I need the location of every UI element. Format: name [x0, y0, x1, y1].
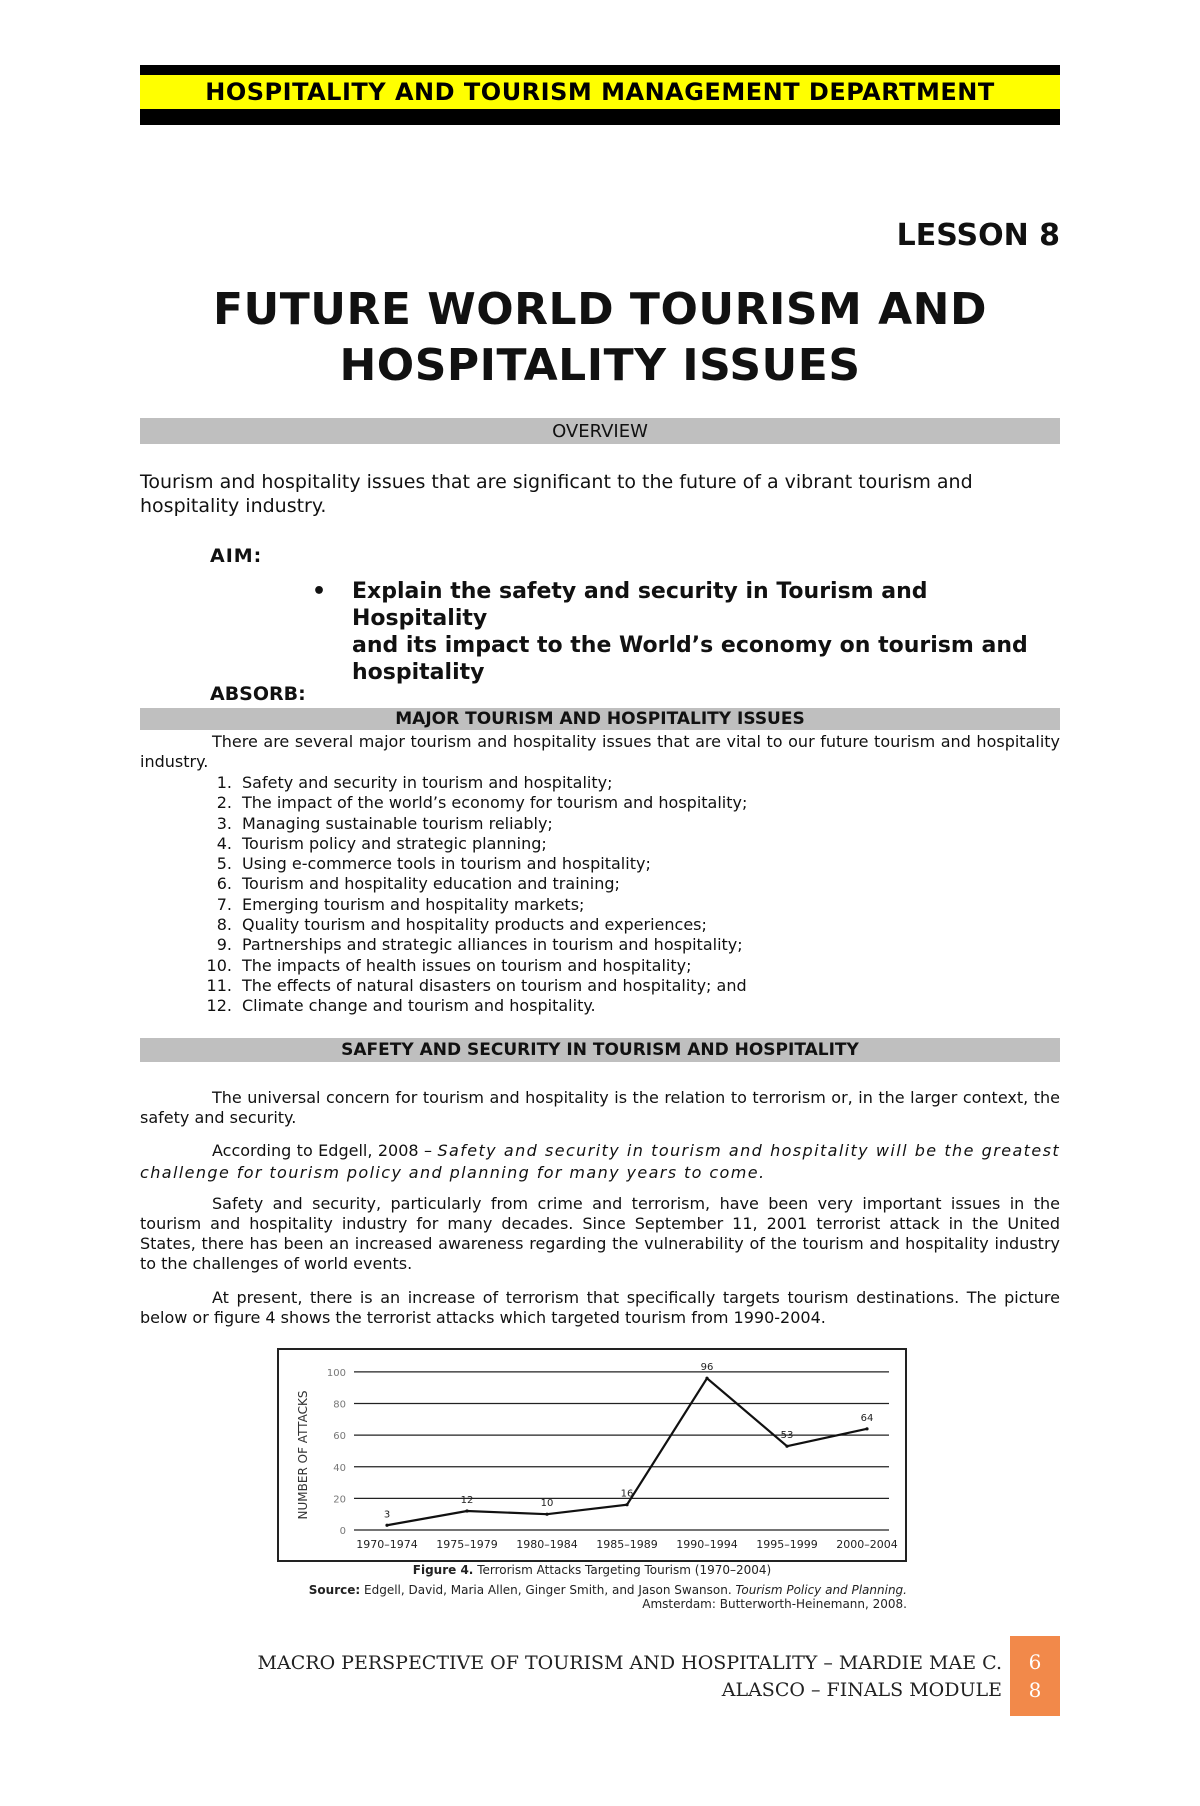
- list-item: [196, 874, 1056, 894]
- item-number: 1.: [216, 773, 232, 792]
- y-tick-label: 20: [333, 1494, 346, 1506]
- department-title: HOSPITALITY AND TOURISM MANAGEMENT DEPARTMENT: [140, 75, 1060, 109]
- attacks-line-chart: [279, 1350, 905, 1560]
- aim-bullet: [312, 578, 1052, 686]
- footer-line-2: ALASCO – FINALS MODULE: [721, 1679, 1002, 1701]
- page-title: [140, 282, 1060, 394]
- item-text: Managing sustainable tourism reliably;: [242, 813, 553, 833]
- list-item: [196, 976, 1056, 996]
- item-number: 10.: [206, 955, 232, 975]
- item-text: Quality tourism and hospitality products and experiences;: [242, 915, 707, 935]
- list-item: [196, 773, 1056, 793]
- list-item: [196, 895, 1056, 915]
- lesson-number: LESSON 8: [896, 218, 1060, 253]
- list-item: [196, 996, 1056, 1016]
- title-line-1: FUTURE WORLD TOURISM AND: [212, 284, 988, 335]
- item-number: 4.: [216, 833, 232, 853]
- item-number: 12.: [206, 996, 232, 1016]
- item-number: 5.: [216, 854, 232, 874]
- data-label: 64: [860, 1412, 874, 1424]
- item-text: Climate change and tourism and hospitality.: [242, 996, 596, 1016]
- figure-caption: [277, 1563, 907, 1577]
- figure-source: [277, 1583, 907, 1611]
- data-point: [385, 1524, 388, 1527]
- data-label: 96: [700, 1362, 714, 1374]
- data-point: [785, 1445, 788, 1448]
- issues-list: [196, 773, 1056, 1017]
- x-tick-label: 1970–1974: [356, 1538, 418, 1551]
- overview-heading: OVERVIEW: [140, 418, 1060, 444]
- item-text: Tourism and hospitality education and training;: [242, 874, 620, 894]
- item-text: Partnerships and strategic alliances in tourism and hospitality;: [242, 935, 743, 955]
- item-number: 11.: [206, 975, 232, 995]
- item-number: 6.: [216, 874, 232, 894]
- data-label: 3: [383, 1509, 391, 1521]
- data-point: [865, 1427, 868, 1430]
- data-label: 12: [460, 1495, 474, 1507]
- figure-title: Terrorism Attacks Targeting Tourism (1970–2004): [477, 1563, 772, 1577]
- figure-label: Figure 4.: [412, 1563, 474, 1577]
- safety-para-1: The universal concern for tourism and hospitality is the relation to terrorism or, in the larger context, the safety and security.: [140, 1088, 1060, 1127]
- list-item: [196, 854, 1056, 874]
- x-tick-label: 1995–1999: [756, 1538, 818, 1551]
- x-tick-label: 1980–1984: [516, 1538, 578, 1551]
- data-label: 10: [540, 1498, 554, 1510]
- major-issues-heading: MAJOR TOURISM AND HOSPITALITY ISSUES: [140, 708, 1060, 730]
- list-item: [196, 915, 1056, 935]
- y-tick-label: 60: [333, 1431, 346, 1443]
- y-tick-label: 100: [326, 1367, 346, 1379]
- y-axis-label: NUMBER OF ATTACKS: [296, 1390, 310, 1520]
- safety-para-2: [140, 1140, 1060, 1184]
- y-tick-label: 0: [339, 1526, 346, 1537]
- item-number: 3.: [216, 813, 232, 833]
- aim-text-line-1: Explain the safety and security in Tourism and Hospitality: [352, 579, 928, 631]
- major-issues-intro: There are several major tourism and hospitality issues that are vital to our future tourism and hospitality industry.: [140, 732, 1060, 771]
- item-text: Emerging tourism and hospitality markets;: [242, 894, 585, 914]
- source-book: Tourism Policy and Planning.: [735, 1583, 907, 1597]
- data-label: 16: [620, 1488, 634, 1500]
- item-number: 2.: [216, 793, 232, 813]
- quote-text: Safety and security in tourism and hospitality will be the greatest challenge for tourism policy and planning for many years to come.: [140, 1141, 1060, 1182]
- list-item: [196, 956, 1056, 976]
- data-point: [705, 1377, 708, 1380]
- safety-heading: SAFETY AND SECURITY IN TOURISM AND HOSPITALITY: [140, 1038, 1060, 1062]
- quote-attribution: According to Edgell, 2008 –: [212, 1141, 438, 1160]
- data-point: [545, 1513, 548, 1516]
- safety-para-3: Safety and security, particularly from crime and terrorism, have been very important issues in the tourism and hospitality industry for many decades. Since September 11, 2001 terrorist attack in the United States, there has been an increased awareness regarding the vulnerability of the tourism and hospitality industry to the challenges of world events.: [140, 1194, 1060, 1273]
- safety-para-4: At present, there is an increase of terrorism that specifically targets tourism destinations. The picture below or figure 4 shows the terrorist attacks which targeted tourism from 1990-2004.: [140, 1288, 1060, 1327]
- item-text: The impact of the world’s economy for tourism and hospitality;: [242, 793, 748, 813]
- item-text: Using e-commerce tools in tourism and hospitality;: [242, 854, 651, 874]
- list-item: [196, 935, 1056, 955]
- item-number: 8.: [216, 915, 232, 935]
- item-number: 9.: [216, 935, 232, 955]
- page-digit-2: 8: [1028, 1678, 1042, 1702]
- y-tick-label: 80: [333, 1399, 346, 1411]
- footer-text: [140, 1650, 1002, 1704]
- footer-line-1: MACRO PERSPECTIVE OF TOURISM AND HOSPITALITY – MARDIE MAE C.: [257, 1652, 1002, 1674]
- page-number-box: [1010, 1636, 1060, 1716]
- list-item: [196, 834, 1056, 854]
- item-text: Tourism policy and strategic planning;: [242, 833, 547, 853]
- bullet-icon: •: [312, 579, 327, 604]
- data-label: 53: [780, 1430, 794, 1442]
- figure-chart-frame: [277, 1348, 907, 1562]
- data-point: [465, 1509, 468, 1512]
- list-item: [196, 793, 1056, 813]
- list-item: [196, 814, 1056, 834]
- title-line-2: HOSPITALITY ISSUES: [339, 340, 861, 391]
- page-digit-1: 6: [1028, 1650, 1042, 1674]
- aim-text-line-2: and its impact to the World’s economy on tourism and: [352, 633, 1028, 658]
- y-tick-label: 40: [333, 1462, 346, 1474]
- item-text: The effects of natural disasters on tourism and hospitality; and: [242, 975, 747, 995]
- x-tick-label: 1990–1994: [676, 1538, 738, 1551]
- overview-text: Tourism and hospitality issues that are significant to the future of a vibrant tourism and hospitality industry.: [140, 471, 973, 517]
- x-tick-label: 2000–2004: [836, 1538, 898, 1551]
- x-tick-label: 1975–1979: [436, 1538, 498, 1551]
- item-text: The impacts of health issues on tourism and hospitality;: [242, 955, 692, 975]
- data-point: [625, 1503, 628, 1506]
- item-text: Safety and security in tourism and hospitality;: [242, 773, 613, 792]
- source-label: Source:: [308, 1583, 361, 1597]
- source-authors: Edgell, David, Maria Allen, Ginger Smith, and Jason Swanson.: [364, 1583, 732, 1597]
- x-tick-label: 1985–1989: [596, 1538, 658, 1551]
- aim-label: AIM:: [210, 545, 263, 567]
- source-publisher: Amsterdam: Butterworth-Heinemann, 2008.: [642, 1597, 907, 1611]
- absorb-label: ABSORB:: [210, 683, 306, 705]
- item-number: 7.: [216, 894, 232, 914]
- aim-text-line-3: hospitality: [352, 660, 485, 685]
- department-header: [140, 65, 1060, 125]
